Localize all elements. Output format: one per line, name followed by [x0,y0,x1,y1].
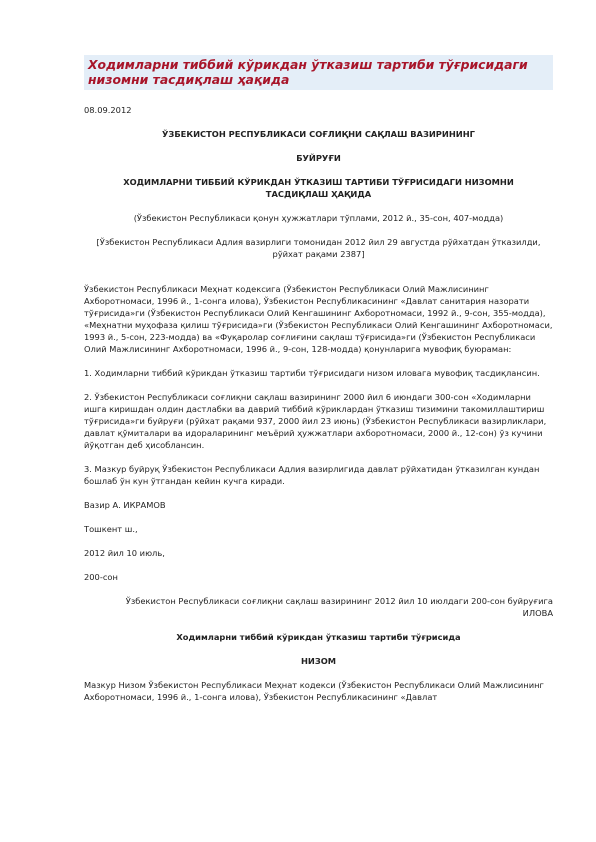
order-heading: БУЙРУҒИ [296,153,341,163]
order-item-1: 1. Ходимларни тиббий кўрикдан ўтказиш тартиби тўғрисидаги низом иловага мувофиқ тасдиқлансин. [84,368,540,378]
registration-note: [Ўзбекистон Республикаси Адлия вазирлиги томонидан 2012 йил 29 августда рўйхатдан ўтказилди, рўйхат рақами 2387] [96,237,541,259]
document-body [84,104,553,703]
signature-line: Вазир А. ИКРАМОВ [84,500,166,510]
document-title: Ходимларни тиббий кўрикдан ўтказиш тартиби тўғрисидаги низомни тасдиқлаш ҳақида [88,57,528,87]
order-number-line: 200-сон [84,572,118,582]
order-item-3: 3. Мазкур буйруқ Ўзбекистон Республикаси Адлия вазирлигида давлат рўйхатидан ўтказилган кундан бошлаб ўн кун ўтгандан кейин кучга киради. [84,464,540,486]
annex-title: Ходимларни тиббий кўрикдан ўтказиш тартиби тўғрисида [176,632,461,642]
city-line: Тошкент ш., [84,524,138,534]
order-title: ХОДИМЛАРНИ ТИББИЙ КЎРИКДАН ЎТКАЗИШ ТАРТИБИ ТЎҒРИСИДАГИ НИЗОМНИ ТАСДИҚЛАШ ҲАҚИДА [123,177,514,199]
annex-heading: НИЗОМ [300,656,337,666]
source-citation: (Ўзбекистон Республикаси қонун ҳужжатлари тўплами, 2012 й., 35-сон, 407-модда) [133,213,504,223]
annex-body-paragraph: Мазкур Низом Ўзбекистон Республикаси Меҳнат кодекси (Ўзбекистон Республикаси Олий Мажлисининг Ахборотномаси, 1996 й., 1-сонга илова), Ўзбекистон Республикасининг «Давлат [84,680,544,702]
preamble-paragraph: Ўзбекистон Республикаси Меҳнат кодексига (Ўзбекистон Республикаси Олий Мажлисининг Ахборотномаси, 1996 й., 1-сонга илова), Ўзбекистон Республикасининг «Давлат санитария назорати тўғрисида»ги (Ўзбекистон Республикаси Олий Кенгашининг Ахборотномаси, 1992 й., 9-сон, 355-модда), «Меҳнатни муҳофаза қилиш тўғрисида»ги (Ўзбекистон Республикаси Олий Кенгашининг Ахборотномаси, 1993 й., 5-сон, 223-модда) ва «Фуқаролар соғлиғини сақлаш тўғрисида»ги (Ўзбекистон Республикаси Олий Мажлисининг Ахборотномаси, 1996 й., 9-сон, 128-модда) қонунларига мувофиқ буюраман: [84,284,553,354]
order-item-2: 2. Ўзбекистон Республикаси соғлиқни сақлаш вазирининг 2000 йил 6 июндаги 300-сон «Ходимларни ишга киришдан олдин дастлабки ва даврий тиббий кўриклардан ўтказиш тизимини такомиллаштириш тўғрисида»ги буйруғи (рўйхат рақами 937, 2000 йил 23 июнь) (Ўзбекистон Республикаси вазирликлари, давлат қўмиталари ва идораларининг меъёрий ҳужжатлари ахборотномаси, 2000 й., 12-сон) ўз кучини йўқотган деб ҳисоблансин. [84,392,547,450]
document-date: 08.09.2012 [84,105,132,115]
ministry-heading: ЎЗБЕКИСТОН РЕСПУБЛИКАСИ СОҒЛИҚНИ САҚЛАШ ВАЗИРИНИНГ [162,129,475,139]
document-page [84,55,553,703]
title-banner [84,55,553,90]
annex-reference: Ўзбекистон Республикаси соғлиқни сақлаш вазирининг 2012 йил 10 июлдаги 200-сон буйруғига ИЛОВА [125,596,553,618]
sign-date-line: 2012 йил 10 июль, [84,548,165,558]
